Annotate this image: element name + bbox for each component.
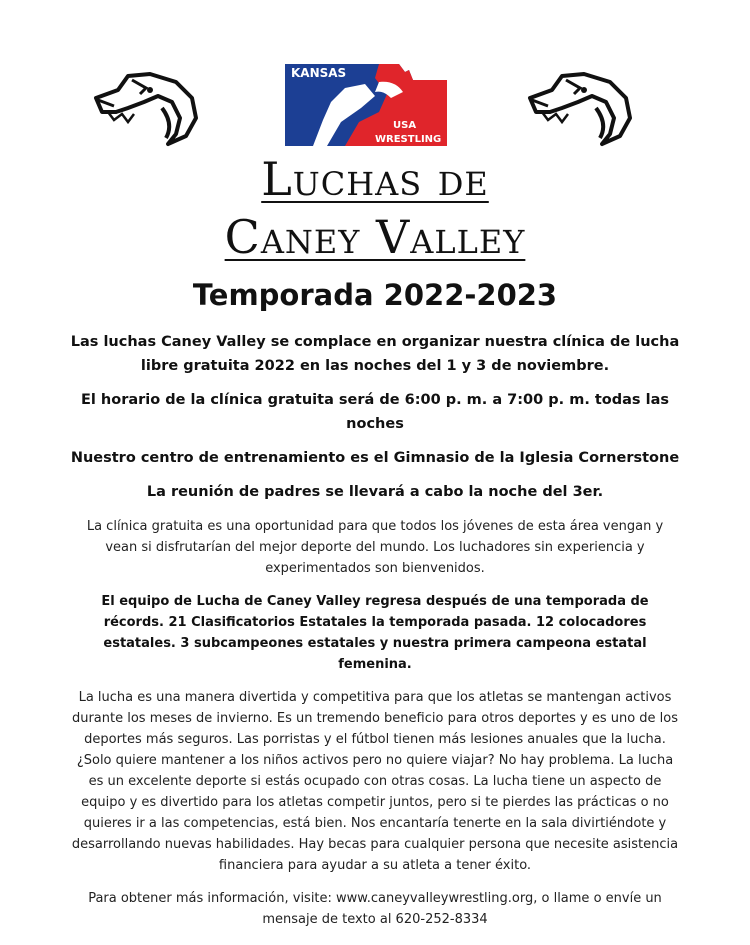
parents-meeting-paragraph: La reunión de padres se llevará a cabo la noche del 3er. [146, 484, 604, 500]
title-line-1: Luchas de [261, 152, 489, 206]
team-record-paragraph: El equipo de Lucha de Caney Valley regresa después de una temporada de récords. 21 Clasificatorios Estatales la temporada pasada. 12 colocadores estatales. 3 subcampeones estatales y nuestra primera campeona estatal femenina. [101, 594, 649, 672]
title-line-2: Caney Valley [224, 210, 526, 264]
logo-usa-text: USA [393, 120, 417, 131]
location-paragraph: Nuestro centro de entrenamiento es el Gimnasio de la Iglesia Cornerstone [70, 450, 680, 466]
flyer-body [70, 330, 680, 942]
logo-kansas-text: KANSAS [291, 66, 347, 80]
logo-wrestling-text: WRESTLING [375, 134, 442, 145]
benefits-paragraph: La lucha es una manera divertida y competitiva para que los atletas se mantengan activos durante los meses de invierno. Es un tremendo beneficio para otros deportes y es uno de los deportes más seguros. Las porristas y el fútbol tienen más lesiones anuales que la lucha. ¿Solo quiere mantener a los niños activos pero no quiere viajar? No hay problema. La lucha es un excelente deporte si estás ocupado con otras cosas. La lucha tiene un aspecto de equipo y es divertido para los atletas competir juntos, pero si te pierdes las prácticas o no quieres ir a las competencias, está bien. Nos encantaría tenerte en la sala divirtiéndote y desarrollando nuevas habilidades. Hay becas para cualquier persona que necesite asistencia financiera para ayudar a su atleta a tener éxito. [71, 690, 679, 873]
bulldog-icon [88, 68, 203, 148]
flyer-header [0, 0, 750, 160]
intro-paragraph: Las luchas Caney Valley se complace en organizar nuestra clínica de lucha libre gratuita 2022 en las noches del 1 y 3 de noviembre. [70, 334, 680, 374]
contact-paragraph: Para obtener más información, visite: www.caneyvalleywrestling.org, o llame o envíe un mensaje de texto al 620-252-8334 [88, 891, 662, 927]
schedule-paragraph: El horario de la clínica gratuita será de 6:00 p. m. a 7:00 p. m. todas las noches [81, 392, 669, 432]
season-heading: Temporada 2022-2023 [192, 278, 558, 312]
bulldog-icon [522, 68, 637, 148]
kansas-usa-wrestling-logo [283, 62, 449, 148]
opportunity-paragraph: La clínica gratuita es una oportunidad para que todos los jóvenes de esta área vengan y vean si disfrutarían del mejor deporte del mundo. Los luchadores sin experiencia y experimentados son bienvenidos. [86, 519, 664, 576]
